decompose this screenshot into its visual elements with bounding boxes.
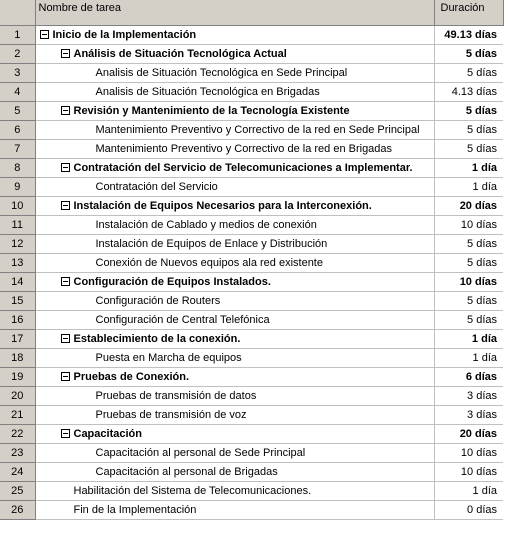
- task-rows: [0, 26, 503, 520]
- collapse-toggle-icon[interactable]: [61, 106, 70, 115]
- task-row[interactable]: [0, 482, 503, 501]
- task-name-cell[interactable]: [35, 140, 434, 159]
- task-row[interactable]: [0, 178, 503, 197]
- task-name-cell[interactable]: [35, 444, 434, 463]
- task-row[interactable]: [0, 121, 503, 140]
- task-duration[interactable]: 5 días: [434, 235, 503, 254]
- task-name-cell[interactable]: [35, 425, 434, 444]
- task-duration[interactable]: 1 día: [434, 482, 503, 501]
- task-name: Contratación del Servicio: [95, 181, 218, 193]
- task-name-cell[interactable]: [35, 349, 434, 368]
- task-row[interactable]: [0, 235, 503, 254]
- task-name: Configuración de Central Telefónica: [95, 314, 270, 326]
- task-name: Mantenimiento Preventivo y Correctivo de la red en Brigadas: [95, 143, 393, 155]
- task-name: Capacitación al personal de Sede Principal: [95, 447, 306, 459]
- task-duration[interactable]: 49.13 días: [434, 26, 503, 45]
- row-number[interactable]: 9: [0, 178, 35, 197]
- task-name: Revisión y Mantenimiento de la Tecnología Existente: [73, 105, 350, 117]
- task-name: Contratación del Servicio de Telecomunicaciones a Implementar.: [73, 162, 413, 174]
- row-number[interactable]: 18: [0, 349, 35, 368]
- task-name: Capacitación: [73, 428, 142, 440]
- task-name-cell[interactable]: [35, 216, 434, 235]
- task-name-cell[interactable]: [35, 159, 434, 178]
- task-duration[interactable]: 5 días: [434, 121, 503, 140]
- task-duration[interactable]: 6 días: [434, 368, 503, 387]
- task-duration[interactable]: 10 días: [434, 463, 503, 482]
- task-duration[interactable]: 5 días: [434, 292, 503, 311]
- row-number[interactable]: 11: [0, 216, 35, 235]
- task-name: Puesta en Marcha de equipos: [95, 352, 242, 364]
- task-row[interactable]: [0, 254, 503, 273]
- row-number[interactable]: 4: [0, 83, 35, 102]
- task-row[interactable]: [0, 26, 503, 45]
- row-number[interactable]: 15: [0, 292, 35, 311]
- task-name-cell[interactable]: [35, 83, 434, 102]
- task-row[interactable]: [0, 425, 503, 444]
- task-name: Instalación de Equipos Necesarios para la Interconexión.: [73, 200, 372, 212]
- task-row[interactable]: [0, 349, 503, 368]
- task-name: Fin de la Implementación: [73, 504, 197, 516]
- task-name: Configuración de Routers: [95, 295, 221, 307]
- task-row[interactable]: [0, 45, 503, 64]
- task-duration[interactable]: 3 días: [434, 406, 503, 425]
- task-name-cell[interactable]: [35, 463, 434, 482]
- task-name: Inicio de la Implementación: [52, 29, 197, 41]
- task-duration[interactable]: 1 día: [434, 349, 503, 368]
- task-row[interactable]: [0, 273, 503, 292]
- task-name-cell[interactable]: [35, 406, 434, 425]
- task-duration[interactable]: 3 días: [434, 387, 503, 406]
- task-duration[interactable]: 1 día: [434, 178, 503, 197]
- task-duration[interactable]: 5 días: [434, 140, 503, 159]
- row-number[interactable]: 8: [0, 159, 35, 178]
- task-name-cell[interactable]: [35, 178, 434, 197]
- task-name-cell[interactable]: [35, 26, 434, 45]
- task-row[interactable]: [0, 64, 503, 83]
- task-name: Habilitación del Sistema de Telecomunicaciones.: [73, 485, 312, 497]
- row-number[interactable]: 23: [0, 444, 35, 463]
- task-duration[interactable]: 20 días: [434, 425, 503, 444]
- task-duration[interactable]: 4.13 días: [434, 83, 503, 102]
- row-number[interactable]: 6: [0, 121, 35, 140]
- task-name-cell[interactable]: [35, 235, 434, 254]
- task-name-header[interactable]: Nombre de tarea: [35, 0, 434, 26]
- row-number[interactable]: 14: [0, 273, 35, 292]
- task-row[interactable]: [0, 102, 503, 121]
- task-row[interactable]: [0, 292, 503, 311]
- collapse-toggle-icon[interactable]: [61, 201, 70, 210]
- task-row[interactable]: [0, 330, 503, 349]
- row-number[interactable]: 25: [0, 482, 35, 501]
- task-row[interactable]: [0, 159, 503, 178]
- collapse-toggle-icon[interactable]: [61, 429, 70, 438]
- task-row[interactable]: [0, 501, 503, 520]
- task-row[interactable]: [0, 140, 503, 159]
- row-number[interactable]: 12: [0, 235, 35, 254]
- task-name-cell[interactable]: [35, 273, 434, 292]
- task-row[interactable]: [0, 368, 503, 387]
- task-name: Establecimiento de la conexión.: [73, 333, 241, 345]
- task-row[interactable]: [0, 311, 503, 330]
- collapse-toggle-icon[interactable]: [40, 30, 49, 39]
- task-duration[interactable]: 0 días: [434, 501, 503, 520]
- task-name-cell[interactable]: [35, 368, 434, 387]
- header-row: [0, 0, 503, 26]
- row-number[interactable]: 20: [0, 387, 35, 406]
- task-row[interactable]: [0, 83, 503, 102]
- task-duration[interactable]: 10 días: [434, 444, 503, 463]
- task-name-cell[interactable]: [35, 45, 434, 64]
- row-number[interactable]: 3: [0, 64, 35, 83]
- task-duration[interactable]: 1 día: [434, 330, 503, 349]
- task-duration[interactable]: 5 días: [434, 45, 503, 64]
- task-name-cell[interactable]: [35, 254, 434, 273]
- row-number[interactable]: 16: [0, 311, 35, 330]
- task-name: Instalación de Equipos de Enlace y Distribución: [95, 238, 328, 250]
- task-name: Analisis de Situación Tecnológica en Sede Principal: [95, 67, 348, 79]
- task-row[interactable]: [0, 197, 503, 216]
- task-row[interactable]: [0, 406, 503, 425]
- task-row[interactable]: [0, 444, 503, 463]
- task-name-cell[interactable]: [35, 311, 434, 330]
- task-duration[interactable]: 10 días: [434, 273, 503, 292]
- task-name: Pruebas de transmisión de datos: [95, 390, 257, 402]
- task-name: Instalación de Cablado y medios de conexión: [95, 219, 317, 231]
- collapse-toggle-icon[interactable]: [61, 49, 70, 58]
- row-number[interactable]: 2: [0, 45, 35, 64]
- collapse-toggle-icon[interactable]: [61, 334, 70, 343]
- row-number[interactable]: 7: [0, 140, 35, 159]
- task-name: Análisis de Situación Tecnológica Actual: [73, 48, 287, 60]
- task-row[interactable]: [0, 387, 503, 406]
- row-number[interactable]: 26: [0, 501, 35, 520]
- task-duration[interactable]: 5 días: [434, 254, 503, 273]
- task-duration[interactable]: 1 día: [434, 159, 503, 178]
- row-number-header[interactable]: [0, 0, 35, 26]
- task-name-cell[interactable]: [35, 501, 434, 520]
- row-number[interactable]: 5: [0, 102, 35, 121]
- task-name: Mantenimiento Preventivo y Correctivo de la red en Sede Principal: [95, 124, 420, 136]
- task-duration[interactable]: 5 días: [434, 311, 503, 330]
- row-number[interactable]: 10: [0, 197, 35, 216]
- task-duration[interactable]: 5 días: [434, 102, 503, 121]
- collapse-toggle-icon[interactable]: [61, 372, 70, 381]
- duration-header[interactable]: Duración: [434, 0, 503, 26]
- task-name-cell[interactable]: [35, 482, 434, 501]
- task-name: Capacitación al personal de Brigadas: [95, 466, 278, 478]
- row-number[interactable]: 1: [0, 26, 35, 45]
- row-number[interactable]: 13: [0, 254, 35, 273]
- task-name-cell[interactable]: [35, 102, 434, 121]
- row-number[interactable]: 21: [0, 406, 35, 425]
- task-name-cell[interactable]: [35, 197, 434, 216]
- task-row[interactable]: [0, 463, 503, 482]
- row-number[interactable]: 22: [0, 425, 35, 444]
- task-name: Pruebas de Conexión.: [73, 371, 190, 383]
- collapse-toggle-icon[interactable]: [61, 163, 70, 172]
- task-name-cell[interactable]: [35, 121, 434, 140]
- task-name: Analisis de Situación Tecnológica en Brigadas: [95, 86, 320, 98]
- row-number[interactable]: 17: [0, 330, 35, 349]
- task-duration[interactable]: 10 días: [434, 216, 503, 235]
- row-number[interactable]: 24: [0, 463, 35, 482]
- task-duration[interactable]: 20 días: [434, 197, 503, 216]
- task-duration[interactable]: 5 días: [434, 64, 503, 83]
- task-name: Conexión de Nuevos equipos ala red existente: [95, 257, 323, 269]
- task-name: Configuración de Equipos Instalados.: [73, 276, 271, 288]
- task-row[interactable]: [0, 216, 503, 235]
- task-name-cell[interactable]: [35, 387, 434, 406]
- task-name: Pruebas de transmisión de voz: [95, 409, 247, 421]
- collapse-toggle-icon[interactable]: [61, 277, 70, 286]
- row-number[interactable]: 19: [0, 368, 35, 387]
- task-name-cell[interactable]: [35, 64, 434, 83]
- task-name-cell[interactable]: [35, 292, 434, 311]
- task-name-cell[interactable]: [35, 330, 434, 349]
